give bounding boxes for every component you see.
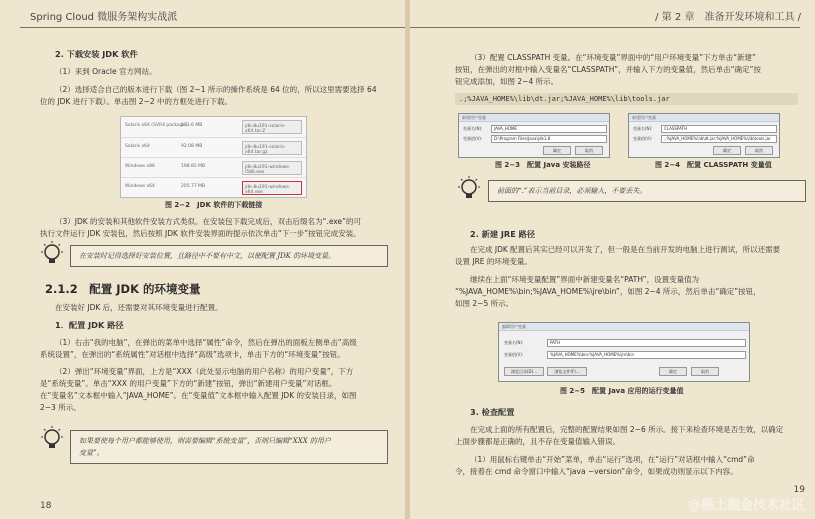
file-size: 205.77 MB xyxy=(181,184,206,189)
paragraph: 在完成 JDK 配置后其实已经可以开发了，但一般是在当前开发的电脑上进行测试，所以还需要 xyxy=(470,245,781,254)
paragraph: （1）右击“我的电脑”，在弹出的菜单中选择“属性”命令，然后在弹出的面板左侧单击“高级 xyxy=(55,338,357,347)
ok-button[interactable]: 确定 xyxy=(543,146,571,155)
dialog-title: 新建用户变量 xyxy=(459,114,609,122)
download-row xyxy=(121,117,306,136)
tip-box: 前面的“.”表示当前目录，必须输入，不要丢失。 xyxy=(488,180,806,202)
paragraph: 在“变量名”文本框中输入“JAVA_HOME”。在“变量值”文本框中输入配置 JDK 的安装目录，如图 xyxy=(40,391,357,400)
download-table-screenshot xyxy=(120,116,307,198)
paragraph: 继续在上面“环境变量配置”界面中新建变量名“PATH”，设置变量值为 xyxy=(470,275,700,284)
new-user-variable-dialog xyxy=(458,113,610,158)
download-row xyxy=(121,137,306,157)
var-name-input[interactable]: JAVA_HOME xyxy=(491,125,607,133)
tip-line: 如果要使每个用户都能够使用，则需要编辑“系统变量”，否则只编辑“XXX 的用户 xyxy=(79,437,331,445)
edit-user-variable-dialog xyxy=(498,322,750,382)
figure-caption: 图 2−4 配置 CLASSPATH 变量值 xyxy=(655,161,772,169)
paragraph: 设置 JRE 的环境变量。 xyxy=(455,257,532,266)
os-name: Windows x86 xyxy=(125,164,155,169)
cancel-button[interactable]: 取消 xyxy=(745,146,773,155)
download-link-highlighted[interactable]: jdk-8u191-windows-x64.exe xyxy=(242,181,302,195)
var-value-label: 变量值(V): xyxy=(633,136,653,141)
header-rule xyxy=(20,27,405,28)
heading-download-jdk: 2. 下载安装 JDK 软件 xyxy=(55,49,138,59)
var-value-label: 变量值(V): xyxy=(504,352,524,357)
var-value-input[interactable]: .;%JAVA_HOME%\lib\dt.jar;%JAVA_HOME%\lib\tools.jar xyxy=(661,135,777,143)
page-number: 19 xyxy=(793,485,805,495)
paragraph: （2）选择适合自己的版本进行下载（图 2−1 所示的操作系统是 64 位的，所以这里需要选择 64 xyxy=(55,85,377,94)
var-name-input[interactable]: CLASSPATH xyxy=(661,125,777,133)
dialog-title: 编辑用户变量 xyxy=(499,323,749,331)
ok-button[interactable]: 确定 xyxy=(713,146,741,155)
lightbulb-icon xyxy=(455,175,483,203)
left-page xyxy=(0,0,405,519)
tip-box: 在安装时记得选择好安装位置，且路径中不要有中文，以便配置 JDK 的环境变量。 xyxy=(70,245,388,267)
os-name: Solaris x64 (SVR4 package) xyxy=(125,123,188,128)
tip-line: 变量”。 xyxy=(79,449,104,457)
var-name-label: 变量名(N): xyxy=(633,126,653,131)
cancel-button[interactable]: 取消 xyxy=(575,146,603,155)
browse-file-button[interactable]: 浏览文件(F)... xyxy=(547,367,587,376)
file-size: 198.85 MB xyxy=(181,164,206,169)
paragraph: 在完成上面的所有配置后，完整的配置结果如图 2−6 所示。接下来检查环境是否生效，以确定 xyxy=(470,425,784,434)
paragraph: （3）JDK 的安装和其他软件安装方式类似。在安装包下载完成后，双击后缀名为“.exe”的可 xyxy=(55,217,362,226)
download-link[interactable]: jdk-8u191-windows-i586.exe xyxy=(242,161,302,175)
lightbulb-icon xyxy=(38,425,66,453)
paragraph: （1）来到 Oracle 官方网站。 xyxy=(55,67,157,76)
paragraph: 如图 2−5 所示。 xyxy=(455,299,514,308)
page-number: 18 xyxy=(40,501,52,511)
section-heading: 2.1.2 配置 JDK 的环境变量 xyxy=(45,282,201,296)
paragraph: 系统设置”，在弹出的“系统属性”对话框中选择“高级”选项卡，单击下方的“环境变量”按钮。 xyxy=(40,350,345,359)
running-header-right: / 第 2 章 准备开发环境和工具 / xyxy=(655,12,801,23)
tip-box xyxy=(70,430,388,464)
var-value-input[interactable]: D:\Program Files\Java\jdk1.8 xyxy=(491,135,607,143)
paragraph: 按钮，在弹出的对框中输入变量名“CLASSPATH”，并输入下方的变量值，然后单击“确定”按 xyxy=(455,65,761,74)
browse-directory-button[interactable]: 浏览目录(D)... xyxy=(504,367,544,376)
figure-caption: 图 2−3 配置 Java 安装路径 xyxy=(495,161,591,169)
cancel-button[interactable]: 取消 xyxy=(691,367,719,376)
paragraph: （1）用鼠标右键单击“开始”菜单，单击“运行”选项，在“运行”对话框中输入“cmd”命 xyxy=(470,455,755,464)
paragraph: 执行文件运行 JDK 安装包，然后按照 JDK 软件安装界面的提示依次单击“下一步”按钮完成安装。 xyxy=(40,229,361,238)
header-rule xyxy=(410,27,800,28)
paragraph: 位的 JDK 进行下载）。单击图 2−2 中的方框处进行下载。 xyxy=(40,97,233,106)
paragraph: （3）配置 CLASSPATH 变量。在“环境变量”界面中的“用户环境变量”下方单击“新建” xyxy=(470,53,756,62)
var-value-label: 变量值(V): xyxy=(463,136,483,141)
os-name: Solaris x64 xyxy=(125,144,150,149)
paragraph: 是“系统变量”。单击“XXX 的用户变量”下方的“新建”按钮，弹出“新建用户变量”对话框。 xyxy=(40,379,337,388)
file-size: 133.6 MB xyxy=(181,123,203,128)
code-line: .;%JAVA_HOME%\lib\dt.jar;%JAVA_HOME%\lib\tools.jar xyxy=(455,93,798,105)
heading-check-config: 3. 检查配置 xyxy=(470,407,515,417)
var-value-input[interactable]: %JAVA_HOME%\bin;%JAVA_HOME%\jre\bin xyxy=(547,351,746,359)
watermark: @稀土掘金技术社区 xyxy=(687,498,805,513)
paragraph: 令，接着在 cmd 命令窗口中输入“java −version”命令，如果成功则显示以下内容。 xyxy=(455,467,738,476)
download-link[interactable]: jdk-8u191-solaris-x64.tar.Z xyxy=(242,120,302,134)
var-name-label: 变量名(N): xyxy=(504,340,524,345)
download-row xyxy=(121,177,306,197)
ok-button[interactable]: 确定 xyxy=(659,367,687,376)
file-size: 92.08 MB xyxy=(181,144,203,149)
new-user-variable-dialog xyxy=(628,113,780,158)
running-header-left: Spring Cloud 微服务架构实战派 xyxy=(30,12,178,23)
paragraph: 上面步骤都是正确的，且不存在变量值输入错误。 xyxy=(455,437,620,446)
download-link[interactable]: jdk-8u191-solaris-x64.tar.gz xyxy=(242,141,302,155)
dialog-title: 新建用户变量 xyxy=(629,114,779,122)
figure-caption: 图 2−2 JDK 软件的下载链接 xyxy=(165,201,263,209)
heading-new-jre-path: 2. 新建 JRE 路径 xyxy=(470,229,536,239)
paragraph: 2−3 所示。 xyxy=(40,403,81,412)
lightbulb-icon xyxy=(38,240,66,268)
right-page xyxy=(410,0,815,519)
paragraph: 在安装好 JDK 后，还需要对其环境变量进行配置。 xyxy=(55,303,223,312)
paragraph: （2）弹出“环境变量”界面，上方是“XXX（此处显示电脑的用户名称）的用户变量”，下方 xyxy=(55,367,354,376)
var-name-input[interactable]: PATH xyxy=(547,339,746,347)
paragraph: 钮完成添加，如图 2−4 所示。 xyxy=(455,77,559,86)
download-row xyxy=(121,157,306,177)
heading-config-jdk-path: 1．配置 JDK 路径 xyxy=(55,320,124,330)
os-name: Windows x64 xyxy=(125,184,155,189)
figure-caption: 图 2−5 配置 Java 应用的运行变量值 xyxy=(560,387,684,395)
var-name-label: 变量名(N): xyxy=(463,126,483,131)
paragraph: “%JAVA_HOME%\bin;%JAVA_HOME%\jre\bin”，如图 2−4 所示，然后单击“确定”按钮， xyxy=(455,287,761,296)
